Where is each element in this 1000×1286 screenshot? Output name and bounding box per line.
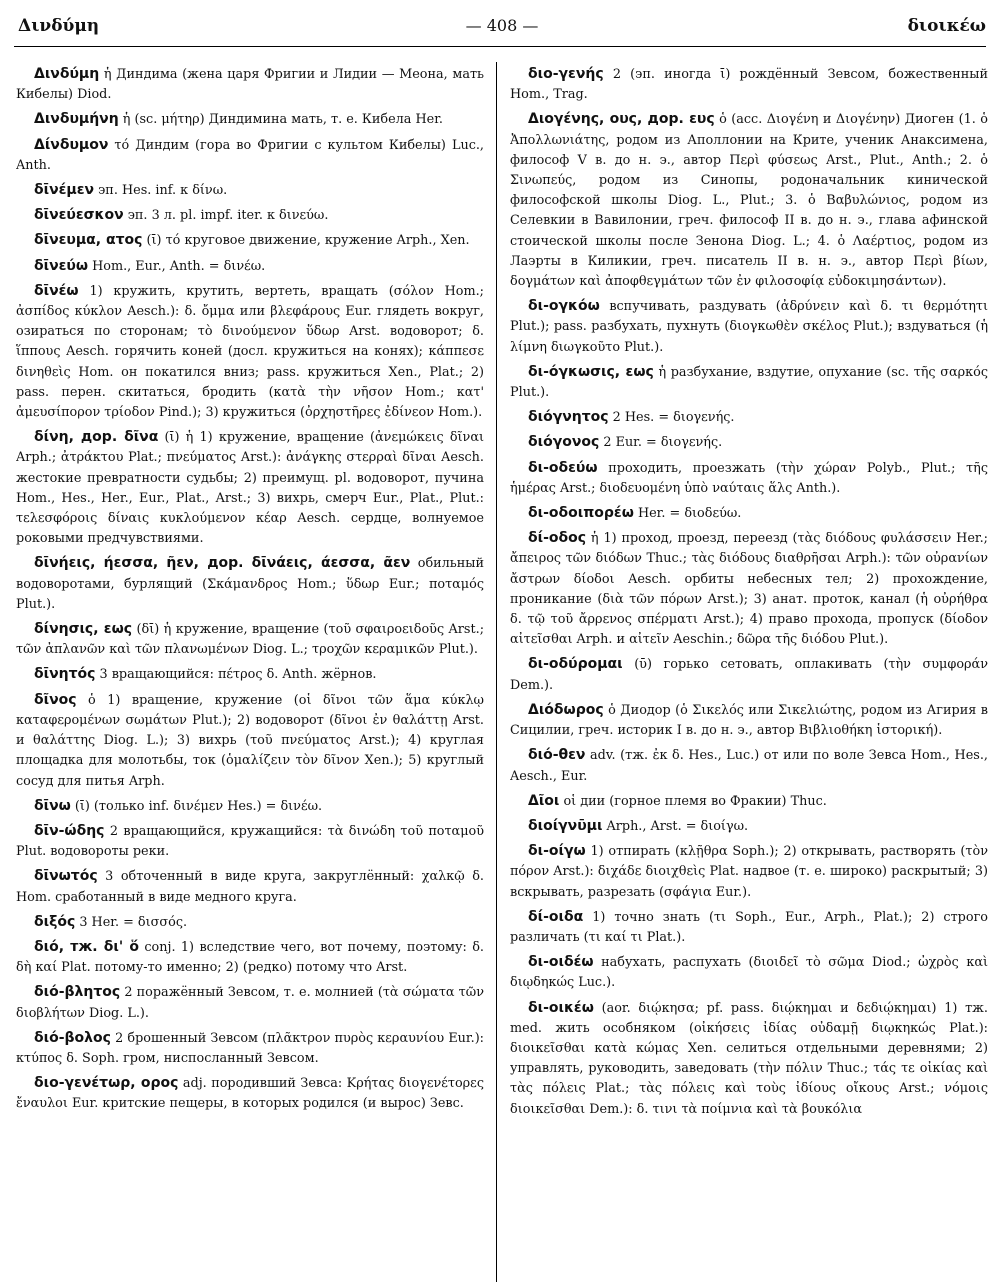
- dictionary-entry: [16, 553, 484, 615]
- dictionary-entry: [510, 296, 988, 358]
- entry-definition: (ῑ) ἡ 1) кружение, вращение (ἀνεμώκεις δῖναι Arph.; ἀτράκτου Plat.; πνεύματος Arst.): ἀνάγκης στερραὶ δῖναι Aesch. жестокие превратности судьбы; 2) преимущ. pl. водоворот, пучина Hom., Hes., Her., Eur., Plat., Arst.; 3) вихрь, смерч Eur., Plat., Plut.: τελεσφόροις δίναις κυκλούμενον κέαρ Aesch. сердце, волнуемое роковыми предчувствиями.: [16, 430, 484, 547]
- entry-headword: δι-οδεύω: [528, 459, 598, 476]
- entry-definition: 2 Hes. = διογενής.: [612, 410, 735, 426]
- entry-headword: δι-οικέω: [528, 999, 594, 1016]
- entry-definition: проходить, проезжать (τὴν χώραν Polyb., Plut.; τῆς ἡμέρας Arst.; διοδευομένη ὑπὸ ναύταις ἅλς Anth.).: [510, 460, 988, 496]
- dictionary-entry: [510, 503, 988, 524]
- entry-definition: conj. 1) вследствие чего, вот почему, поэтому: δ. δὴ καί Plat. потому-то именно; 2) (редко) потому что Arst.: [16, 939, 484, 976]
- entry-headword: δί-οδος: [528, 530, 587, 547]
- entry-definition: adv. (тж. ἐκ δ. Hes., Luc.) от или по воле Зевса Hom., Hes., Aesch., Eur.: [510, 748, 988, 784]
- entry-definition: ἡ 1) проход, проезд, переезд (τὰς διόδους φυλάσσειν Her.; ἄπειρος τῶν διόδων Thuc.; τὰς διόδους διαθρῆσαι Arph.): τῶν οὐρανίων ἄστρων δίοδοι Aesch. орбиты небесных тел; 2) прохождение, проникание (διὰ τῶν πόρων Arst.); 3) анат. проток, канал (ἡ οὐρήθρα δ. τῷ τοῦ ἄρρενος σπέρματι Arst.); 4) право прохода, пропуск (δίοδον αἰτεῖσθαι Arph. и αἰτεῖν Aeschin.; δῶρα τῆς διόδου Plut.).: [510, 531, 988, 648]
- header-rule: [14, 46, 986, 47]
- entry-headword: δῑνεύω: [34, 257, 89, 274]
- dictionary-entry: [510, 907, 988, 948]
- entry-headword: δῑνήεις, ήεσσα, ῆεν, дор. δῑνάεις, άεσσα, ᾶεν: [34, 555, 411, 572]
- entry-definition: 3 вращающийся: πέτρος δ. Anth. жёрнов.: [99, 667, 377, 683]
- dictionary-entry: [510, 654, 988, 695]
- entry-headword: διο-γενής: [528, 66, 604, 82]
- header-right-catchword: διοικέω: [907, 16, 986, 36]
- dictionary-entry: [510, 998, 988, 1120]
- dictionary-entry: [16, 1073, 484, 1114]
- entry-headword: δῖνος: [34, 691, 77, 708]
- entry-headword: δι-ογκόω: [528, 298, 600, 315]
- entry-headword: διό, тж. δι' ὅ: [34, 938, 139, 955]
- dictionary-entry: [510, 64, 988, 105]
- entry-headword: διο-γενέτωρ, ορος: [34, 1075, 179, 1092]
- entry-headword: Διόδωρος: [528, 701, 604, 718]
- entry-headword: διξός: [34, 913, 76, 930]
- dictionary-entry: [16, 256, 484, 277]
- entry-definition: вспучивать, раздувать (ἀδρύνειν καὶ δ. τι θερμότητι Plut.); pass. разбухать, пухнуть (διογκωθὲν σκέλος Plut.); вздуваться (ἡ λίμνη διωγκοῦτο Plut.).: [510, 299, 988, 355]
- entry-definition: (ῑ) τό круговое движение, кружение Arph., Xen.: [146, 233, 470, 249]
- entry-headword: δι-οιδέω: [528, 954, 594, 971]
- dictionary-entry: [16, 281, 484, 423]
- entry-headword: δι-οίγω: [528, 843, 586, 860]
- dictionary-entry: [16, 205, 484, 226]
- dictionary-entry: [510, 109, 988, 292]
- entry-definition: ὁ (acc. Διογένη и Διογένην) Диоген (1. ὁ Ἀπολλωνιάτης, родом из Аполлонии на Крите, ученик Анаксимена, философ V в. до н. э., автор Περὶ φύσεως Arst., Plut., Anth.; 2. ὁ Σινωπεύς, родом из Синопы, родоначальник кинической философской школы Diog. L., Plut.; 3. ὁ Βαβυλώνιος, родом из Селевкии в Вавилонии, греч. философ II в. до н. э., глава афинской стоической школы после Зенона Diog. L.; 4. ὁ Λαέρτιος, родом из Лаэрты в Киликии, греч. писатель II в. н. э., автор Περὶ βίων, δογμάτων καὶ ἀποφθεγμάτων τῶν ἐν φιλοσοφίᾳ εὐδοκιμησάντων).: [510, 112, 988, 290]
- entry-definition: 1) точно знать (τι Soph., Eur., Arph., Plat.); 2) строго различать (τι καί τι Plat.).: [510, 909, 988, 945]
- dictionary-entry: [510, 458, 988, 499]
- entry-definition: ὁ 1) вращение, кружение (οἱ δῖνοι τῶν ἅμα κύκλῳ καταφερομένων σωμάτων Plut.); 2) водоворот (δῖνοι ἐν θαλάττῃ Arst. и θαλάττης Diog. L.); 3) вихрь (τοῦ πνεύματος Arst.); 4) круглая площадка для молотьбы, ток (ὁμαλίζειν τὸν δῖνον Xen.); 5) круглый сосуд для питья Arph.: [16, 692, 484, 789]
- dictionary-entry: [510, 528, 988, 650]
- entry-definition: 2 Eur. = διογενής.: [603, 435, 723, 451]
- dictionary-entry: [16, 866, 484, 907]
- entry-definition: Arph., Arst. = διοίγω.: [606, 818, 749, 834]
- entry-definition: 2 брошенный Зевсом (πλᾶκτρον πυρὸς κεραυνίου Eur.): κτύπος δ. Soph. гром, ниспосланный Зевсом.: [16, 1030, 484, 1066]
- entry-definition: 2 вращающийся, кружащийся: τὰ δινώδη τοῦ ποταμοῦ Plut. водовороты реки.: [16, 823, 484, 860]
- dictionary-entry: [16, 180, 484, 201]
- dictionary-entry: [510, 432, 988, 453]
- header-left-catchword: Δινδύμη: [18, 16, 100, 36]
- dictionary-entry: [510, 745, 988, 786]
- entry-headword: δῑν-ώδης: [34, 822, 105, 839]
- entry-definition: 3 Her. = δισσός.: [79, 914, 188, 930]
- page-header: [18, 12, 986, 46]
- entry-headword: δῑνητός: [34, 666, 96, 683]
- entry-headword: διοίγνῡμι: [528, 817, 603, 834]
- dictionary-entry: [16, 1028, 484, 1069]
- dictionary-entry: [510, 362, 988, 403]
- entry-definition: Her. = διοδεύω.: [637, 506, 742, 522]
- entry-headword: δίνη, дор. δῖνα: [34, 429, 159, 446]
- entry-definition: эп. 3 л. pl. impf. iter. к δινεύω.: [127, 208, 329, 224]
- entry-headword: Διογένης, ους, дор. ευς: [528, 111, 715, 128]
- dictionary-entry: [16, 912, 484, 933]
- left-column: [16, 64, 484, 1280]
- entry-definition: (ῑ) (только inf. δινέμεν Hes.) = δινέω.: [74, 798, 323, 814]
- entry-definition: τό Диндим (гора во Фригии с культом Кибелы) Luc., Anth.: [16, 137, 484, 173]
- dictionary-entry: [16, 796, 484, 817]
- entry-definition: эп. Hes. inf. к δίνω.: [98, 183, 228, 199]
- entry-headword: διόγονος: [528, 434, 600, 451]
- column-divider: [496, 62, 497, 1282]
- entry-definition: ὁ Диодор (ὁ Σικελός или Σικελιώτης, родом из Агирия в Сицилии, греч. историк I в. до н. э., автор Βιβλιοθήκη ἱστορική).: [510, 702, 988, 739]
- entry-definition: обильный водоворотами, бурлящий (Σκάμανδρος Hom.; ὕδωρ Eur.; ποταμός Plut.).: [16, 556, 484, 612]
- entry-definition: (aor. διῴκησα; pf. pass. διῴκημαι и δεδιῴκημαι) 1) тж. med. жить особняком (οἰκήσεις ἰδίας οὐδαμῇ διῳκηκώς Plat.): διοικεῖσθαι κατὰ κώμας Xen. селиться отдельными деревнями; 2) управлять, руководить, заведовать (τὴν πόλιν Thuc.; τάς τε οἰκίας καὶ τὰς πόλεις Plat.; τὰς πόλεις καὶ τοὺς ἰδίους οἴκους Arst.; νόμοις διοικεῖσθαι Dem.): δ. τινι τὰ ποίμνια καὶ τὰ βουκόλια: [510, 1000, 988, 1117]
- entry-definition: ἡ (sc. μήτηρ) Диндимина мать, т. е. Кибела Her.: [122, 112, 443, 128]
- entry-headword: Δῖοι: [528, 792, 560, 809]
- entry-headword: δῑνέω: [34, 282, 79, 299]
- dictionary-entry: [510, 407, 988, 428]
- dictionary-entry: [510, 841, 988, 903]
- dictionary-entry: [16, 109, 484, 130]
- entry-headword: διό-θεν: [528, 747, 586, 764]
- entry-definition: 3 обточенный в виде круга, закруглённый: χαλκῷ δ. Hom. сработанный в виде медного круга.: [16, 869, 484, 905]
- dictionary-entry: [510, 700, 988, 741]
- dictionary-entry: [16, 64, 484, 105]
- entry-headword: διό-βλητος: [34, 984, 121, 1001]
- entry-headword: δίνησις, εως: [34, 621, 133, 638]
- entry-definition: ἡ Диндима (жена царя Фригии и Лидии — Меона, мать Кибелы) Diod.: [16, 67, 484, 103]
- dictionary-entry: [16, 619, 484, 660]
- dictionary-entry: [510, 791, 988, 812]
- entry-definition: 1) отпирать (κλῇθρα Soph.); 2) открывать, растворять (τὸν πόρον Arst.): διχάδε διοιχθεὶς Plat. надвое (т. е. широко) раскрытый; 3) вскрывать, разрезать (σφάγια Eur.).: [510, 844, 988, 900]
- entry-headword: Δινδυμήνη: [34, 111, 119, 128]
- entry-headword: δι-οδύρομαι: [528, 656, 623, 673]
- entry-definition: 1) кружить, крутить, вертеть, вращать (σόλον Hom.; ἀσπίδος κύκλον Aesch.): δ. ὄμμα или βλεφάρους Eur. глядеть вокруг, озираться по сторонам; τὸ δινούμενον ὕδωρ Arst. водоворот; δ. ἵππους Aesch. горячить коней (досл. кружиться на конях); κάππεσε δινηθεὶς Hom. он покатился вниз; pass. кружиться Xen., Plat.; 2) pass. перен. скитаться, бродить (κατὰ τὴν νῆσον Hom.; κατ' ἀμευσίπορον τρίοδον Pind.); 3) кружиться (ὀρχηστῆρες ἐδίνεον Hom.).: [16, 283, 484, 421]
- entry-definition: набухать, распухать (διοιδεῖ τὸ σῶμα Diod.; ὠχρὸς καὶ διῳδηκώς Luc.).: [510, 955, 988, 991]
- dictionary-entry: [16, 690, 484, 792]
- entry-definition: 2 поражённый Зевсом, т. е. молнией (τὰ σώματα τῶν διοβλήτων Diog. L.).: [16, 985, 484, 1021]
- entry-headword: δῑνωτός: [34, 868, 98, 885]
- entry-headword: δί-οιδα: [528, 908, 584, 925]
- dictionary-entry: [16, 937, 484, 978]
- dictionary-entry: [16, 821, 484, 862]
- dictionary-entry: [510, 816, 988, 837]
- entry-headword: δῑνεύεσκον: [34, 207, 124, 224]
- entry-definition: ἡ разбухание, вздутие, опухание (sc. τῆς σαρκός Plut.).: [510, 364, 988, 401]
- entry-definition: adj. породивший Зевса: Κρήτας διογενέτορες ἔναυλοι Eur. критские пещеры, в которых родился (и вырос) Зевс.: [16, 1076, 484, 1112]
- dictionary-entry: [16, 135, 484, 176]
- dictionary-entry: [16, 664, 484, 685]
- entry-definition: οἱ дии (горное племя во Фракии) Thuc.: [563, 793, 827, 809]
- entry-headword: διό-βολος: [34, 1029, 111, 1046]
- entry-headword: δι-όγκωσις, εως: [528, 363, 654, 380]
- entry-headword: Δίνδυμον: [34, 136, 109, 153]
- dictionary-entry: [510, 952, 988, 993]
- entry-definition: (δῑ) ἡ кружение, вращение (τοῦ σφαιροειδοῦς Arst.; τῶν ἀπλανῶν καὶ τῶν πλανωμένων Diog. L.; τροχῶν κεραμικῶν Plut.).: [16, 622, 484, 658]
- entry-definition: Hom., Eur., Anth. = δινέω.: [92, 258, 266, 274]
- entry-headword: δῑνω: [34, 797, 71, 814]
- entry-headword: δι-οδοιπορέω: [528, 505, 634, 522]
- dictionary-entry: [16, 427, 484, 549]
- dictionary-entry: [16, 982, 484, 1023]
- entry-definition: (ῡ) горько сетовать, оплакивать (τὴν συμφοράν Dem.).: [510, 657, 988, 693]
- dictionary-entry: [16, 230, 484, 251]
- entry-definition: 2 (эп. иногда ῑ) рождённый Зевсом, божественный Hom., Trag.: [510, 67, 988, 103]
- entry-headword: δῑνέμεν: [34, 182, 95, 199]
- entry-headword: διόγνητος: [528, 409, 609, 426]
- right-column: [510, 64, 988, 1280]
- entry-headword: δῑνευμα, ατος: [34, 232, 143, 249]
- page-number: — 408 —: [465, 16, 539, 35]
- entry-headword: Δινδύμη: [34, 66, 100, 82]
